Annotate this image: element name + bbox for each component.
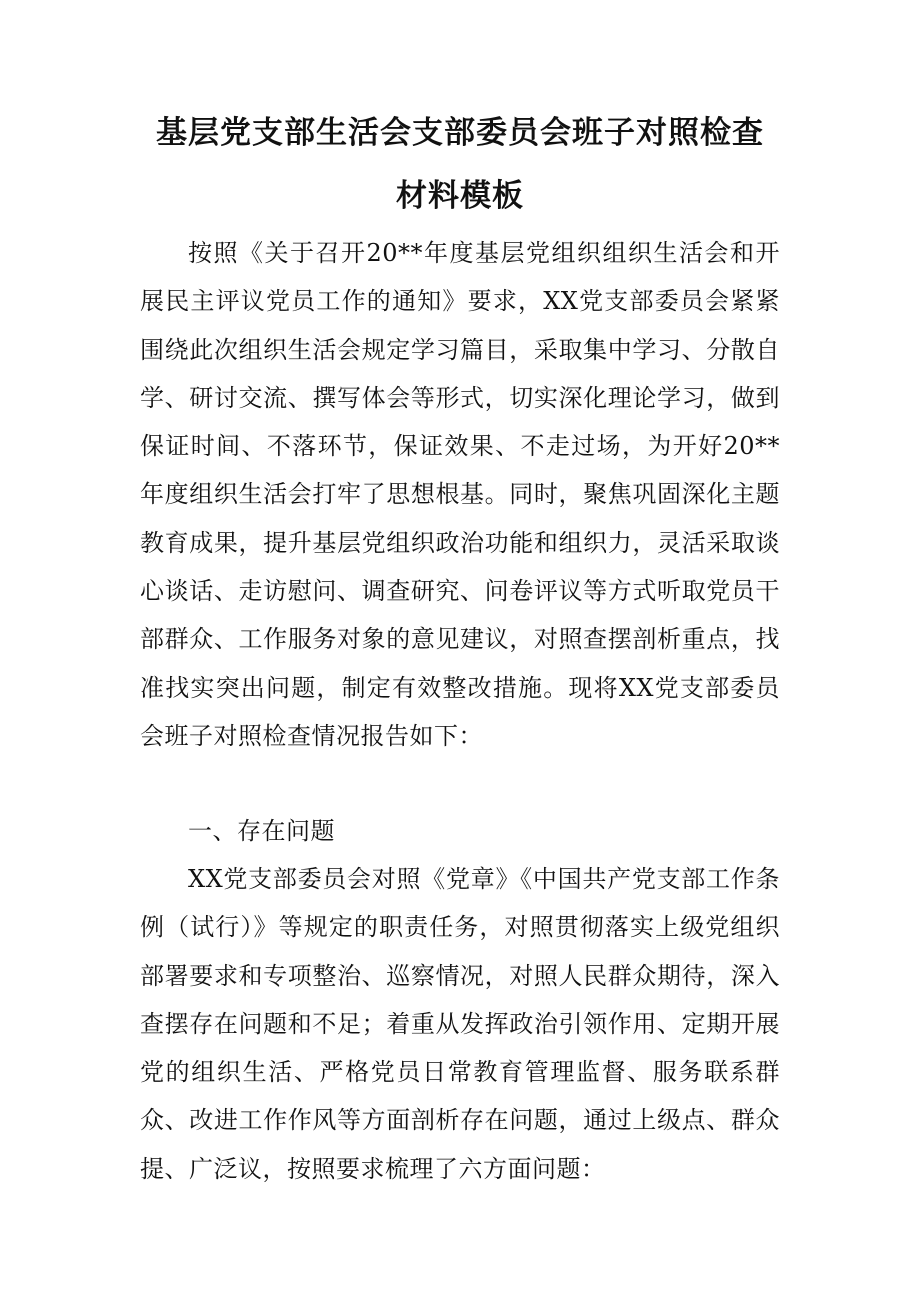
problems-paragraph: XX党支部委员会对照《党章》《中国共产党支部工作条例（试行）》等规定的职责任务，对照贯彻落实上级党组织部署要求和专项整治、巡察情况，对照人民群众期待，深入查摆存在问题和不足；着重从发挥政治引领作用、定期开展党的组织生活、严格党员日常教育管理监督、服务联系群众、改进工作作风等方面剖析存在问题，通过上级点、群众提、广泛议，按照要求梳理了六方面问题： xyxy=(140,865,780,1183)
document-title-line-1: 基层党支部生活会支部委员会班子对照检查 xyxy=(156,115,764,151)
section-heading-problems: 一、存在问题 xyxy=(188,817,335,845)
document-title-line-2: 材料模板 xyxy=(396,178,524,214)
intro-paragraph: 按照《关于召开20**年度基层党组织组织生活会和开展民主评议党员工作的通知》要求，XX党支部委员会紧紧围绕此次组织生活会规定学习篇目，采取集中学习、分散自学、研讨交流、撰写体会等形式，切实深化理论学习，做到保证时间、不落环节，保证效果、不走过场，为开好20**年度组织生活会打牢了思想根基。同时，聚焦巩固深化主题教育成果，提升基层党组织政治功能和组织力，灵活采取谈心谈话、走访慰问、调查研究、问卷评议等方式听取党员干部群众、工作服务对象的意见建议，对照查摆剖析重点，找准找实突出问题，制定有效整改措施。现将XX党支部委员会班子对照检查情况报告如下： xyxy=(140,239,780,750)
